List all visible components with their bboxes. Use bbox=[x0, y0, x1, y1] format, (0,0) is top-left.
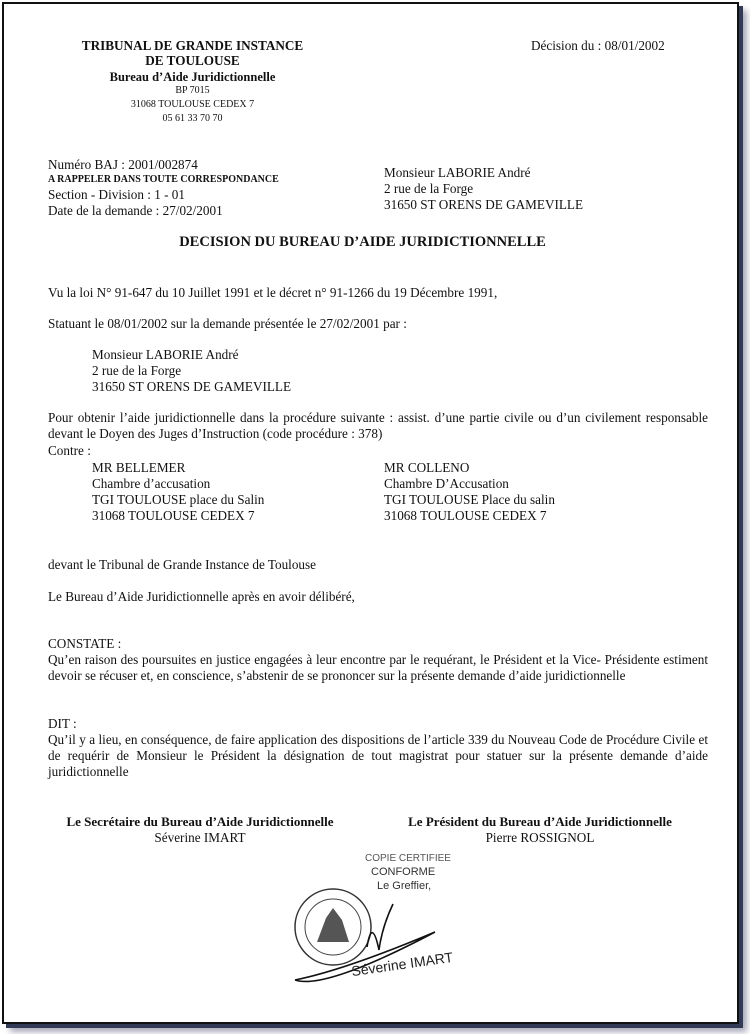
party-2-line3: TGI TOULOUSE Place du salin bbox=[384, 492, 555, 507]
procedure-text: Pour obtenir l’aide juridictionnelle dans la procédure suivante : assist. d’une partie civile ou d’un civilement responsable devant le Doyen des Juges d’Instruction (code procédure : 378) bbox=[48, 410, 708, 441]
court-name: TRIBUNAL DE GRANDE INSTANCE bbox=[81, 38, 304, 53]
constate-text: Qu’en raison des poursuites en justice engagées à leur encontre par le requérant, le Président et la Vice- Présidente estiment devoir se récuser et, en conscience, s’abstenir de se prononcer sur la présente demande d’aide juridictionnelle bbox=[48, 652, 708, 683]
court-city: DE TOULOUSE bbox=[145, 53, 240, 68]
secretary-name: Séverine IMART bbox=[154, 830, 246, 845]
constate-label: CONSTATE : bbox=[48, 636, 122, 651]
legal-basis: Vu la loi N° 91-647 du 10 Juillet 1991 et le décret n° 91-1266 du 19 Décembre 1991, bbox=[48, 285, 498, 300]
party-1-line3: TGI TOULOUSE place du Salin bbox=[92, 492, 265, 507]
president-title: Le Président du Bureau d’Aide Juridictionnelle bbox=[408, 814, 672, 829]
party-1-line2: Chambre d’accusation bbox=[92, 476, 211, 491]
reminder-note: A RAPPELER DANS TOUTE CORRESPONDANCE bbox=[48, 174, 279, 185]
bp: BP 7015 bbox=[175, 85, 210, 96]
deliberation-statement: Le Bureau d’Aide Juridictionnelle après en avoir délibéré, bbox=[48, 589, 355, 604]
against-label: Contre : bbox=[48, 443, 91, 458]
court-phone: 05 61 33 70 70 bbox=[162, 113, 223, 124]
party-1-line4: 31068 TOULOUSE CEDEX 7 bbox=[92, 508, 255, 523]
court-statement: devant le Tribunal de Grande Instance de Toulouse bbox=[48, 557, 317, 572]
baj-number: Numéro BAJ : 2001/002874 bbox=[48, 157, 198, 172]
stamp-clerk-name: Séverine IMART bbox=[350, 948, 455, 980]
secretary-title: Le Secrétaire du Bureau d’Aide Juridictionnelle bbox=[66, 814, 334, 829]
document-title: DECISION DU BUREAU D’AIDE JURIDICTIONNELLE bbox=[179, 234, 546, 250]
decision-date: Décision du : 08/01/2002 bbox=[531, 38, 665, 53]
certification-stamp bbox=[285, 852, 485, 992]
dit-label: DIT : bbox=[48, 716, 77, 731]
party-2-line4: 31068 TOULOUSE CEDEX 7 bbox=[384, 508, 547, 523]
recipient-name: Monsieur LABORIE André bbox=[384, 165, 531, 180]
applicant-street: 2 rue de la Forge bbox=[92, 363, 182, 378]
recipient-street: 2 rue de la Forge bbox=[384, 181, 474, 196]
party-2-line2: Chambre D’Accusation bbox=[384, 476, 509, 491]
applicant-name: Monsieur LABORIE André bbox=[92, 347, 239, 362]
stamp-greffier: Le Greffier, bbox=[377, 880, 432, 892]
dit-text: Qu’il y a lieu, en conséquence, de faire application des dispositions de l’article 339 du Nouveau Code de Procédure Civile et de requérir de Monsieur le Président la désignation de tout magistrat pour statuer sur la présente demande d’aide juridictionnelle bbox=[48, 732, 708, 779]
party-2-name: MR COLLENO bbox=[384, 460, 470, 475]
bureau-name: Bureau d’Aide Juridictionnelle bbox=[109, 70, 276, 84]
ruling-statement: Statuant le 08/01/2002 sur la demande présentée le 27/02/2001 par : bbox=[48, 316, 407, 331]
president-name: Pierre ROSSIGNOL bbox=[485, 830, 595, 845]
recipient-city: 31650 ST ORENS DE GAMEVILLE bbox=[384, 197, 584, 212]
court-address: 31068 TOULOUSE CEDEX 7 bbox=[130, 99, 255, 110]
request-date: Date de la demande : 27/02/2001 bbox=[48, 203, 223, 218]
stamp-copy-certified: COPIE CERTIFIEE bbox=[365, 853, 451, 864]
stamp-conforme: CONFORME bbox=[371, 866, 436, 878]
party-1-name: MR BELLEMER bbox=[92, 460, 186, 475]
applicant-city: 31650 ST ORENS DE GAMEVILLE bbox=[92, 379, 292, 394]
section-division: Section - Division : 1 - 01 bbox=[48, 187, 185, 202]
